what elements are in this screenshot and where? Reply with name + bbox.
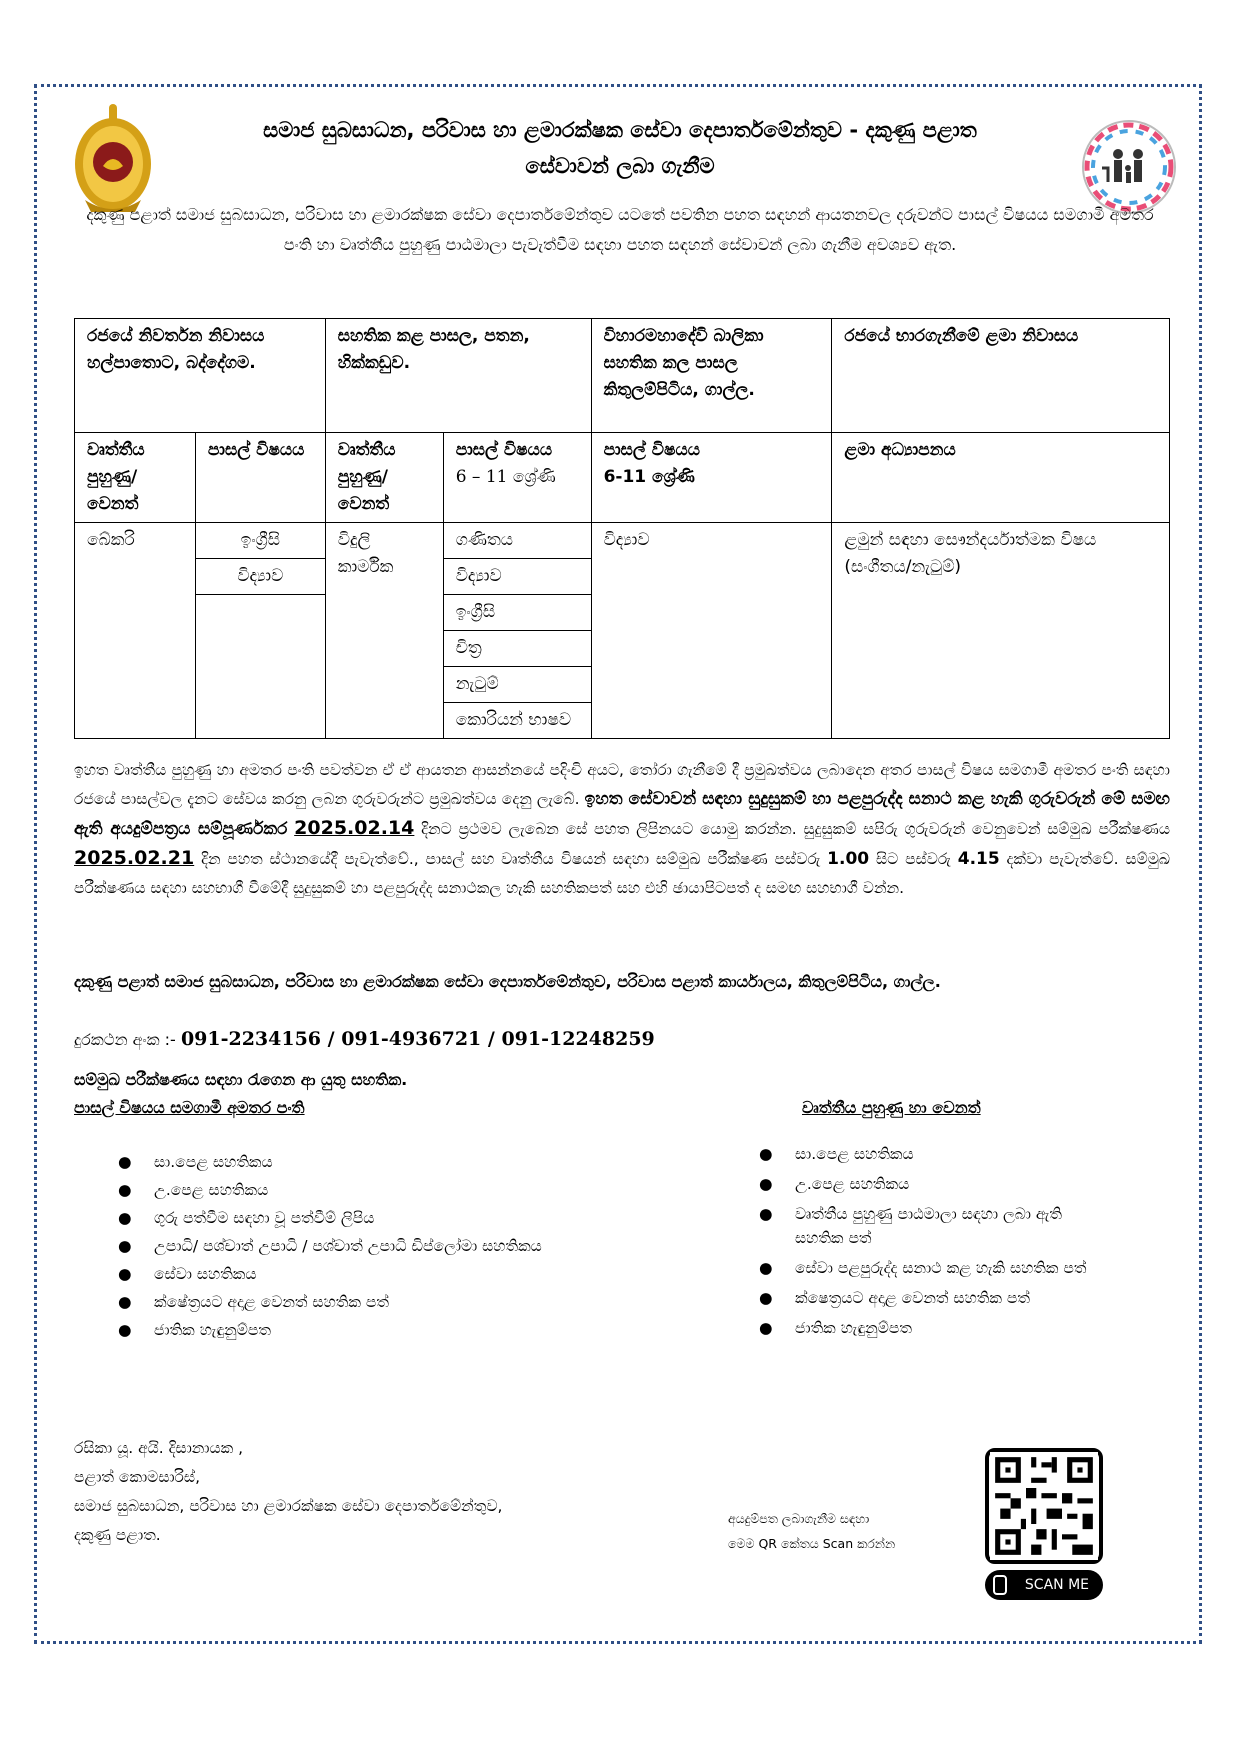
- list-item: ● වෘත්තීය පුහුණු පාඨමාලා සඳහා ලබා ඇති සහතික පත්: [759, 1205, 1062, 1247]
- body-text-5: සිට පස්වරු: [875, 850, 951, 868]
- phone-line: [74, 1024, 1170, 1055]
- signature-block: [74, 1434, 502, 1550]
- right-column-heading: වෘත්තීය පුහුණු හා වෙනත්: [802, 1098, 981, 1117]
- header-grade-range-2: 6-11 ශ්‍රේණි: [603, 467, 695, 487]
- c1-subject: ඉංග්‍රීසි: [196, 523, 325, 559]
- c4-subject: ළමුන් සඳහා සෞන්දර්යාත්මක විෂය (සංගීතය/නැටුම්): [832, 523, 1170, 739]
- list-item: ● සේවා පළපුරුද්ද සනාථ කළ හැකි සහතික පත්: [759, 1259, 1087, 1277]
- title-line-1: සමාජ සුබසාධන, පරිවාස හා ළමාරක්ෂක සේවා දෙපාර්තමේන්තුව - දකුණු පළාත: [263, 118, 977, 142]
- page-title: [160, 112, 1080, 184]
- list-item: ● උ.පෙළ සහතිකය: [759, 1175, 910, 1193]
- institution-3: විහාරමහාදේවි බාලිකා සහතික කල පාසල කිතුලම්පිටිය, ගාල්ල.: [591, 319, 832, 433]
- header-school-subject-1: පාසල් විෂයය: [195, 433, 325, 523]
- body-text-6: දක්වා පැවැත්වේ. සම්මුඛ පරීක්ෂණය සඳහා සහභාගී වීමේදී සුදුසුකම් හා පළපුරුද්ද සනාථකල හැකි සහතිකපත් සහ එහි ඡායාපිටපත් ද සමඟ සහභාගී වන්න.: [74, 850, 1170, 897]
- scan-me-label: SCAN ME: [1024, 1577, 1089, 1593]
- list-item: ● සා.පෙළ සහතිකය: [759, 1145, 914, 1163]
- c2-subject: චිත්‍ර: [444, 631, 591, 667]
- institution-4: රජයේ භාරගැනීමේ ළමා නිවාසය: [832, 319, 1170, 433]
- body-text-4: දින පහත ස්ථානයේදී පැවැත්වේ., පාසල් සහ වෘත්තීය විෂයන් සඳහා සම්මුඛ පරීක්ෂණ පස්වරු: [201, 850, 821, 868]
- interview-end-time: 4.15: [957, 849, 1000, 869]
- qr-code-icon: [989, 1452, 1099, 1560]
- interview-date: 2025.02.21: [74, 847, 195, 869]
- signatory-title: පළාත් කොමසාරිස්,: [74, 1468, 200, 1486]
- header-vocational-1: වෘත්තීය පුහුණු/ වෙනත්: [75, 433, 196, 523]
- title-line-2: සේවාවන් ලබා ගැනීම: [525, 154, 715, 178]
- scan-me-button[interactable]: [985, 1570, 1103, 1600]
- intro-paragraph: දකුණු පළාත් සමාජ සුබසාධන, පරිවාස හා ළමාරක්ෂක සේවා දෙපාර්තමේන්තුව යටතේ පවතින පහත සඳහන් ආයතනවල දරුවන්ට පාසල් විෂයය සමගාමී අමතර පංති හා වෘත්තීය පුහුණු පාඨමාලා පැවැත්වීම සඳහා පහත සඳහන් සේවාවන් ලබා ගැනීම අවශ්‍යව ඇත.: [86, 205, 1154, 254]
- phone-label: දුරකථන අංක :-: [74, 1030, 176, 1049]
- header-school-subject-3: [591, 433, 832, 523]
- signatory-department: සමාජ සුබසාධන, පරිවාස හා ළමාරක්ෂක සේවා දෙපාර්තමේන්තුව,: [74, 1497, 503, 1515]
- phone-icon: [993, 1575, 1007, 1595]
- application-deadline: 2025.02.14: [294, 817, 415, 839]
- list-item: ● ජාතික හැඳුනුම්පත: [759, 1319, 912, 1337]
- list-item: ● ජාතික හැඳුනුම්පත: [118, 1321, 271, 1339]
- certificates-title: සම්මුඛ පරීක්ෂණය සඳහා රැගෙන ආ යුතු සහතික.: [74, 1070, 408, 1089]
- signatory-name: රසිකා යූ. අයි. දිසානායක ,: [74, 1439, 244, 1457]
- header-school-subject-2-label: පාසල් විෂයය: [455, 440, 553, 460]
- header-school-subject-2: [443, 433, 591, 523]
- c2-subject: ගණිතය: [444, 523, 591, 559]
- c2-subject: කොරියන් භාෂව: [455, 710, 572, 730]
- institutions-table: [74, 318, 1170, 739]
- c1-vocational: බේකරි: [75, 523, 196, 739]
- header-school-subject-3-label: පාසල් විෂයය: [603, 440, 700, 460]
- body-paragraph: [74, 756, 1170, 903]
- body-text-2: ඉහත සේවාවන් සඳහා සුදුසුකම් හා පළපුරුද්ද සනාථ කළ හැකි ගුරුවරුන් මේ සමඟ ඇති අයදුම්පත්‍රය සම්පූර්ණකර: [74, 789, 1170, 839]
- qr-text-1: අයදුම්පත ලබාගැනීම සඳහා: [728, 1511, 870, 1526]
- institution-2: සහතික කළ පාසල, පතන, හික්කඩුව.: [325, 319, 591, 433]
- header-child-education: ළමා අධ්‍යාපනය: [832, 433, 1170, 523]
- list-item: ● ක්ෂේත්‍රයට අදාළ වෙනත් සහතික පත්: [118, 1293, 389, 1311]
- signatory-province: දකුණු පළාත.: [74, 1526, 161, 1544]
- c2-vocational: විදුලි කාර්මික: [325, 523, 443, 739]
- office-address: දකුණු පළාත් සමාජ සුබසාධන, පරිවාස හා ළමාරක්ෂක සේවා දෙපාර්තමේන්තුව, පරිවාස පළාත් කාර්යාලය, කිතුලම්පිටිය, ගාල්ල.: [74, 972, 941, 991]
- c2-subject: නැටුම්: [444, 667, 591, 703]
- list-item: ● ගුරු පත්වීම සඳහා වූ පත්වීම් ලිපිය: [118, 1209, 375, 1227]
- qr-text-2: මෙම QR කේතය Scan කරන්න: [728, 1536, 896, 1551]
- qr-instructions: [728, 1506, 895, 1556]
- right-certificate-list: [759, 1142, 1135, 1346]
- header-vocational-2: වෘත්තීය පුහුණු/ වෙනත්: [325, 433, 443, 523]
- institution-1: රජයේ නිවර්තන නිවාසය හල්පාතොට, බද්දේගම.: [75, 319, 326, 433]
- c3-subject: විද්‍යාව: [591, 523, 832, 739]
- list-item: ● සා.පෙළ සහතිකය: [118, 1153, 273, 1171]
- phone-numbers: 091-2234156 / 091-4936721 / 091-12248259: [180, 1028, 655, 1050]
- qr-code[interactable]: [985, 1448, 1103, 1564]
- list-item: ● උ.පෙළ සහතිකය: [118, 1181, 269, 1199]
- interview-start-time: 1.00: [827, 849, 870, 869]
- header-grade-range: 6 – 11 ශ්‍රේණි: [455, 467, 556, 487]
- body-text-1: ඉහත වෘත්තීය පුහුණු හා අමතර පංති පවත්වන ඒ ඒ ආයතන ආසන්නයේ පදිංචි අයට, තෝරා ගැනීමේ දී ප්‍රමුඛත්වය ලබාදෙන අතර පාසල් විෂය සමගාමී අමතර පංති සඳහා රජයේ පාසල්වල දැනට සේවය කරනු ලබන ගුරුවරුන්ට ප්‍රමුඛත්වය දෙනු ලැබේ.: [74, 761, 1170, 808]
- left-column-heading: පාසල් විෂයය සමගාමී අමතර පංති: [74, 1098, 305, 1117]
- body-text-3: දිනට ප්‍රථමව ලැබෙන සේ පහත ලිපිනයට යොමු කරන්න. සුදුසුකම් සපිරු ගුරුවරුන් වෙනුවෙන් සම්මුඛ පරීක්ෂණය: [421, 820, 1170, 838]
- list-item: ● උපාධි/ පශ්චාත් උපාධි / පශ්චාත් උපාධි ඩිප්ලෝමා සහතිකය: [118, 1237, 542, 1255]
- c2-subject: විද්‍යාව: [444, 559, 591, 595]
- c1-subject: විද්‍යාව: [196, 559, 325, 595]
- c2-subject: ඉංග්‍රීසි: [444, 595, 591, 631]
- list-item: ● සේවා සහතිකය: [118, 1265, 257, 1283]
- c2-subjects: [443, 523, 591, 739]
- c1-subjects: [195, 523, 325, 739]
- left-certificate-list: [118, 1150, 714, 1346]
- list-item: ● ක්ෂෙත්‍රයට අදාළ වෙනත් සහතික පත්: [759, 1289, 1030, 1307]
